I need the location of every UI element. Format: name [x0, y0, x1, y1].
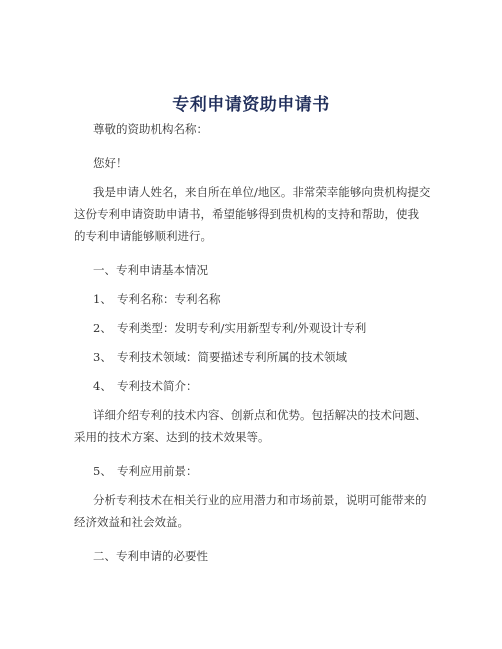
list-item-text: 专利应用前景：	[117, 464, 198, 478]
list-item-number: 3、	[93, 350, 112, 364]
list-item-number: 2、	[93, 321, 112, 335]
list-item	[93, 375, 198, 397]
list-item-text: 专利类型：发明专利/实用新型专利/外观设计专利	[117, 321, 367, 335]
list-item	[93, 317, 366, 339]
greeting: 您好！	[93, 156, 128, 170]
intro-line-1: 我是申请人姓名，来自所在单位/地区。非常荣幸能够向贵机构提交	[93, 185, 431, 199]
list-item-number: 1、	[93, 292, 112, 306]
item-5-detail-line-1: 分析专利技术在相关行业的应用潜力和市场前景，说明可能带来的	[93, 493, 427, 507]
intro-line-2: 这份专利申请资助申请书，希望能够得到贵机构的支持和帮助，使我	[74, 207, 419, 221]
item-4-detail-line-1: 详细介绍专利的技术内容、创新点和优势。包括解决的技术问题、	[93, 408, 427, 422]
salutation: 尊敬的资助机构名称：	[93, 122, 208, 136]
item-4-detail-line-2: 采用的技术方案、达到的技术效果等。	[74, 430, 270, 444]
section-1-heading: 一、专利申请基本情况	[93, 263, 208, 277]
item-5-detail-line-2: 经济效益和社会效益。	[74, 515, 189, 529]
list-item-text: 专利技术简介：	[117, 379, 198, 393]
list-item	[93, 346, 347, 368]
list-item-number: 5、	[93, 464, 112, 478]
list-item-number: 4、	[93, 379, 112, 393]
list-item	[93, 460, 198, 482]
list-item-text: 专利技术领域：简要描述专利所属的技术领域	[117, 350, 347, 364]
section-2-heading: 二、专利申请的必要性	[93, 549, 208, 563]
list-item-text: 专利名称：专利名称	[117, 292, 221, 306]
document-title: 专利申请资助申请书	[172, 95, 330, 115]
list-item	[93, 288, 221, 310]
intro-line-3: 的专利申请能够顺利进行。	[74, 229, 212, 243]
